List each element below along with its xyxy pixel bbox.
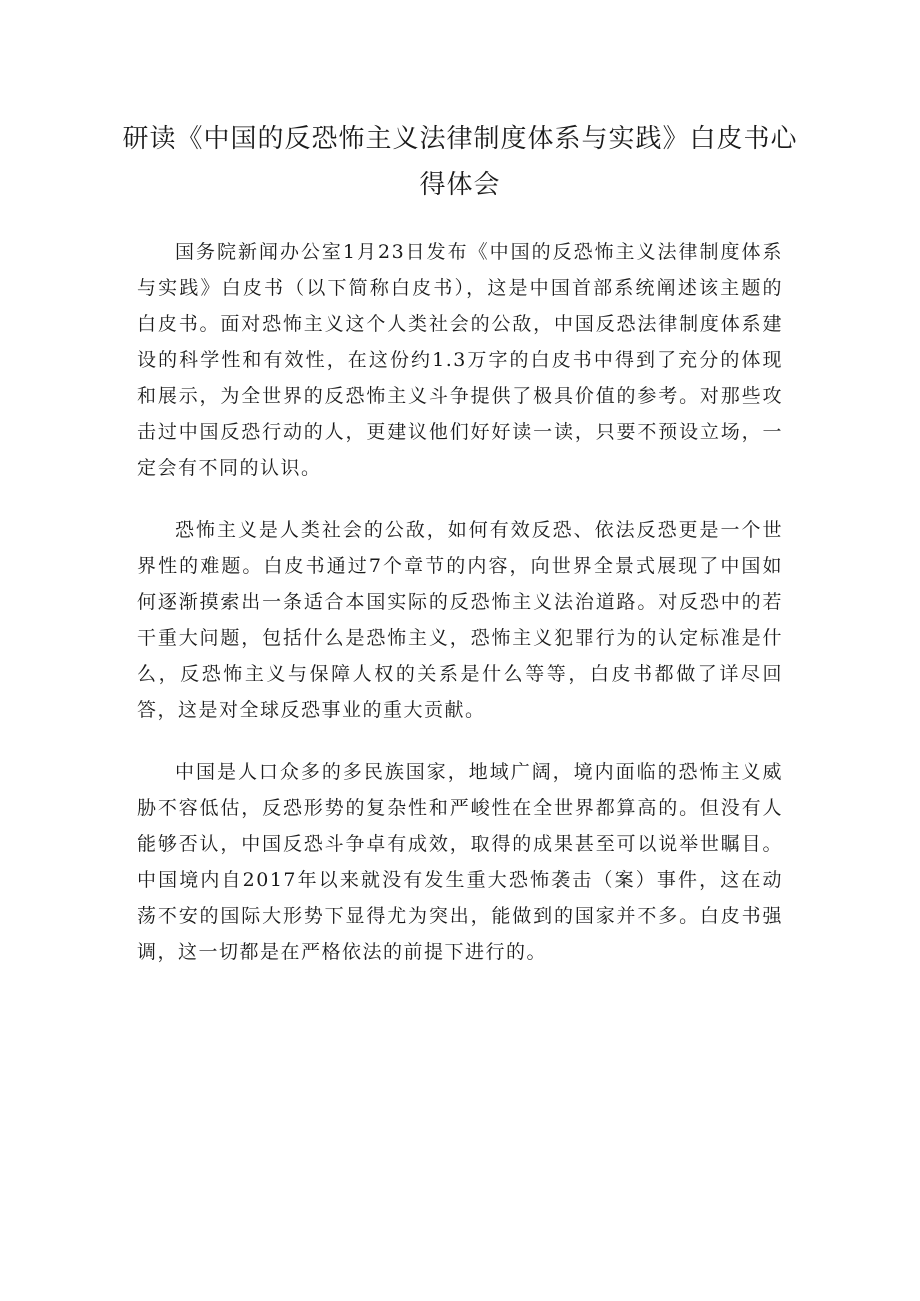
paragraph-3: 中国是人口众多的多民族国家，地域广阔，境内面临的恐怖主义威胁不容低估，反恐形势的复杂性和严峻性在全世界都算高的。但没有人能够否认，中国反恐斗争卓有成效，取得的成果甚至可以说举世瞩目。中国境内自2017年以来就没有发生重大恐怖袭击（案）事件，这在动荡不安的国际大形势下显得尤为突出，能做到的国家并不多。白皮书强调，这一切都是在严格依法的前提下进行的。 [137,761,783,963]
paragraph-2: 恐怖主义是人类社会的公敌，如何有效反恐、依法反恐更是一个世界性的难题。白皮书通过7个章节的内容，向世界全景式展现了中国如何逐渐摸索出一条适合本国实际的反恐怖主义法治道路。对反恐中的若干重大问题，包括什么是恐怖主义，恐怖主义犯罪行为的认定标准是什么，反恐怖主义与保障人权的关系是什么等等，白皮书都做了详尽回答，这是对全球反恐事业的重大贡献。 [137,519,783,721]
document-title: 研读《中国的反恐怖主义法律制度体系与实践》白皮书心得体会 [122,124,798,200]
document-body [137,234,783,996]
paragraph-1: 国务院新闻办公室1月23日发布《中国的反恐怖主义法律制度体系与实践》白皮书（以下简称白皮书），这是中国首部系统阐述该主题的白皮书。面对恐怖主义这个人类社会的公敌，中国反恐法律制度体系建设的科学性和有效性，在这份约1.3万字的白皮书中得到了充分的体现和展示，为全世界的反恐怖主义斗争提供了极具价值的参考。对那些攻击过中国反恐行动的人，更建议他们好好读一读，只要不预设立场，一定会有不同的认识。 [137,241,783,479]
